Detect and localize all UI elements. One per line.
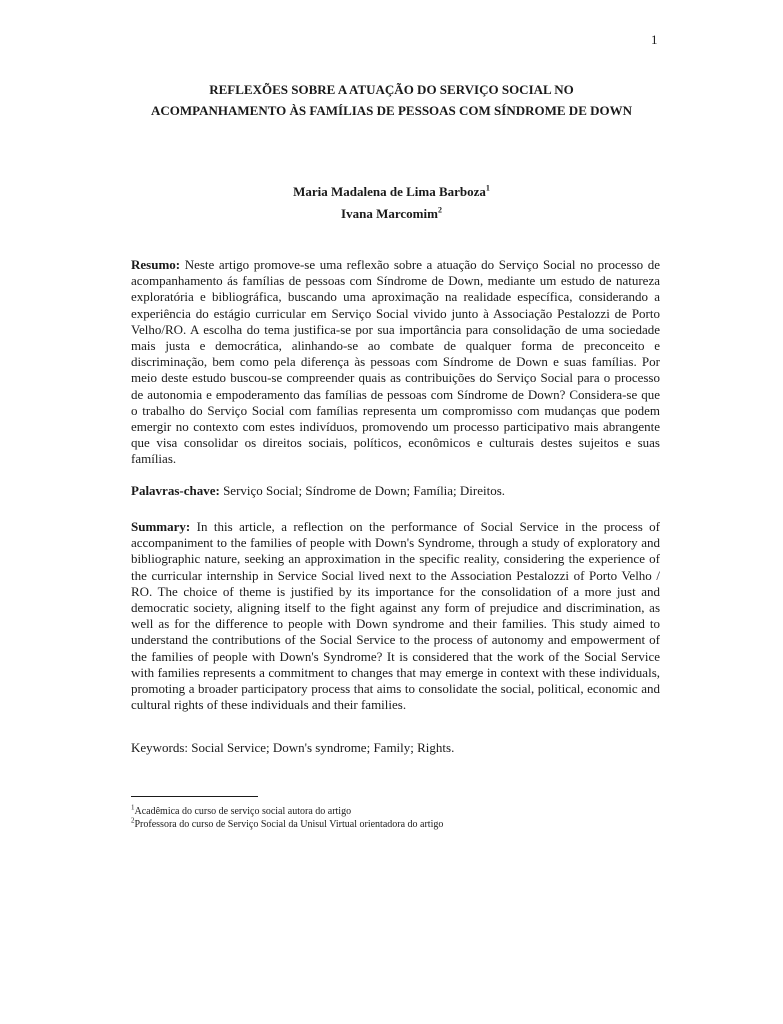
keywords-en: Keywords: Social Service; Down's syndrome; Family; Rights.: [131, 740, 455, 755]
footnote-2: [131, 818, 660, 831]
footnote-2-mark: 2: [131, 816, 135, 825]
author-2-footnote-mark: 2: [437, 205, 442, 215]
keywords-pt-label: Palavras-chave:: [131, 483, 220, 498]
title-line-2: ACOMPANHAMENTO ÀS FAMÍLIAS DE PESSOAS COM SÍNDROME DE DOWN: [150, 103, 633, 118]
keywords-pt: [131, 483, 660, 499]
abstract-en-label: Summary:: [131, 519, 191, 534]
footnote-1-text: Acadêmica do curso de serviço social autora do artigo: [134, 806, 352, 817]
author-1: [120, 181, 663, 203]
author-1-name: Maria Madalena de Lima Barboza: [293, 184, 486, 199]
abstract-pt: [131, 257, 660, 468]
title-line-1: REFLEXÕES SOBRE A ATUAÇÃO DO SERVIÇO SOCIAL NO: [209, 82, 574, 97]
footnotes: [131, 805, 660, 831]
abstract-en-text: In this article, a reflection on the performance of Social Service in the process of accompaniment to the families of people with Down's Syndrome, through a study of exploratory and bibliographic nature, seeking an approximation in the specific reality, considering the experience of the curricular internship in Service Social lived next to the Association Pestalozzi of Porto Velho / RO. The choice of theme is justified by its importance for the consolidation of a more just and democratic society, aligning itself to the fight against any form of prejudice and discrimination, as well as for the difference to people with Down syndrome and their families. This study aimed to understand the contributions of the Social Service to the process of autonomy and empowerment of the families of people with Down's Syndrome? It is considered that the work of the Social Service with families represents a commitment to changes that may emerge in context with these individuals, promoting a broader participatory process that aims to consolidate the social, political, economic and cultural rights of these individuals and their families.: [131, 519, 661, 713]
author-2-name: Ivana Marcomim: [341, 206, 438, 221]
author-list: [120, 181, 663, 225]
author-2: [120, 203, 663, 225]
abstract-pt-text: Neste artigo promove-se uma reflexão sobre a atuação do Serviço Social no processo de acompanhamento ás famílias de pessoas com Síndrome de Down, mediante um estudo de natureza exploratória e bibliográfica, buscando uma aproximação na realidade específica, considerando a experiência do estágio curricular em Serviço Social vivido junto à Associação Pestalozzi de Porto Velho/RO. A escolha do tema justifica-se por sua importância para consolidação de uma sociedade mais justa e democrática, alinhando-se ao combate de qualquer forma de preconceito e discriminação, bem como pela diferença às pessoas com Síndrome de Down e suas famílias. Por meio deste estudo buscou-se compreender quais as contribuições do Serviço Social para o processo de autonomia e empoderamento das famílias de pessoas com Síndrome de Down? Considera-se que o trabalho do Serviço Social com famílias representa um compromisso com mudanças que podem emergir no contexto com estes indivíduos, promovendo um processo participativo mais abrangente que visa consolidar os direitos sociais, políticos, econômicos e culturais destes sujeitos e suas famílias.: [131, 257, 660, 467]
footnote-1: [131, 805, 660, 818]
footnote-2-text: Professora do curso de Serviço Social da Unisul Virtual orientadora do artigo: [134, 819, 444, 830]
abstract-en: [131, 519, 660, 713]
abstract-pt-label: Resumo:: [131, 257, 181, 272]
keywords-pt-text: Serviço Social; Síndrome de Down; Família; Direitos.: [223, 483, 506, 498]
author-1-footnote-mark: 1: [485, 183, 490, 193]
page-number: 1: [651, 32, 658, 47]
paper-title: [120, 79, 663, 121]
footnote-1-mark: 1: [131, 803, 135, 812]
footnote-divider: [131, 796, 258, 797]
